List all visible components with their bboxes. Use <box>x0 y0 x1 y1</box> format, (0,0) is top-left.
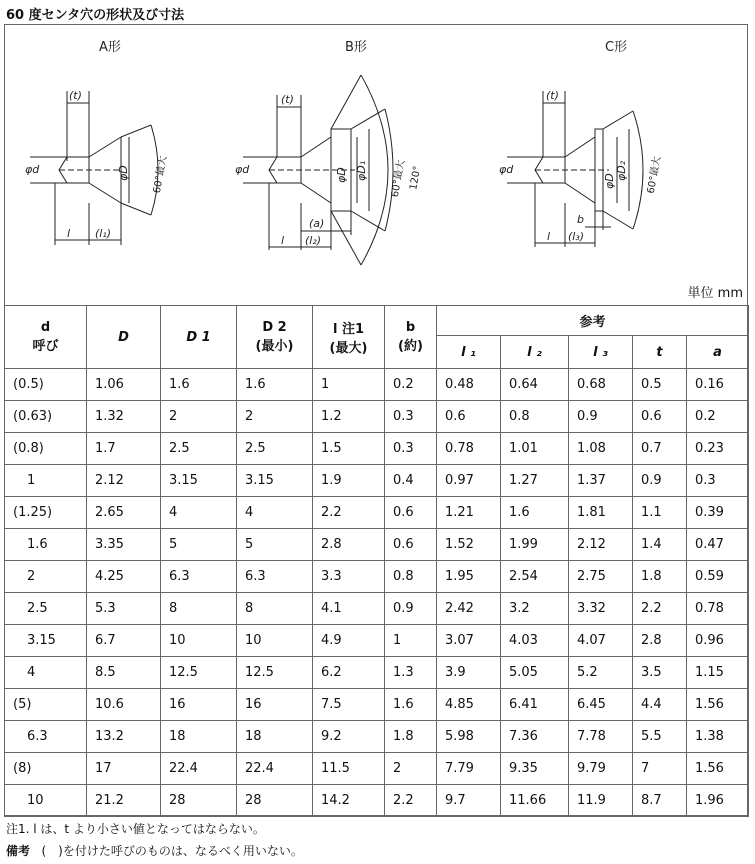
table-row <box>5 721 749 753</box>
cell-b: 2 <box>385 753 437 785</box>
cell-D: 6.7 <box>87 625 161 657</box>
cell-D1: 4 <box>161 497 237 529</box>
cell-l: 1 <box>313 369 385 401</box>
cell-D1: 10 <box>161 625 237 657</box>
cell-D1: 28 <box>161 785 237 817</box>
cell-l3: 3.32 <box>569 593 633 625</box>
cell-b: 0.9 <box>385 593 437 625</box>
spec-table-body <box>5 369 749 817</box>
cell-D1: 2.5 <box>161 433 237 465</box>
cell-l2: 5.05 <box>501 657 569 689</box>
remark-text: ( )を付けた呼びのものは、なるべく用いない。 <box>41 844 303 858</box>
cell-D1: 5 <box>161 529 237 561</box>
cell-D2: 3.15 <box>237 465 313 497</box>
cell-a: 1.56 <box>687 753 749 785</box>
cell-D1: 22.4 <box>161 753 237 785</box>
cell-l1: 0.97 <box>437 465 501 497</box>
cell-l1: 3.07 <box>437 625 501 657</box>
cell-l3: 1.08 <box>569 433 633 465</box>
cell-t: 1.8 <box>633 561 687 593</box>
table-row <box>5 529 749 561</box>
dim-phi-d-label-a: φd <box>25 163 40 176</box>
cell-l3: 7.78 <box>569 721 633 753</box>
center-hole-spec-table <box>4 305 749 817</box>
cell-D2: 4 <box>237 497 313 529</box>
cell-a: 0.39 <box>687 497 749 529</box>
cell-b: 0.3 <box>385 433 437 465</box>
cell-l: 6.2 <box>313 657 385 689</box>
header-D: D <box>87 306 161 369</box>
cell-t: 3.5 <box>633 657 687 689</box>
cell-D: 13.2 <box>87 721 161 753</box>
header-t: t <box>633 336 687 369</box>
cell-l: 7.5 <box>313 689 385 721</box>
cell-l3: 2.75 <box>569 561 633 593</box>
cell-d: 10 <box>5 785 87 817</box>
cell-l2: 6.41 <box>501 689 569 721</box>
dim-phi-D-label-b: φD <box>335 167 348 183</box>
cell-l1: 1.52 <box>437 529 501 561</box>
table-row <box>5 369 749 401</box>
cell-t: 0.7 <box>633 433 687 465</box>
cell-D1: 2 <box>161 401 237 433</box>
cell-t: 8.7 <box>633 785 687 817</box>
dim-l-label-b: l <box>281 234 285 247</box>
table-row <box>5 657 749 689</box>
table-row <box>5 465 749 497</box>
cell-l: 2.8 <box>313 529 385 561</box>
cell-l: 14.2 <box>313 785 385 817</box>
cell-l2: 9.35 <box>501 753 569 785</box>
cell-l3: 2.12 <box>569 529 633 561</box>
header-l <box>313 306 385 369</box>
cell-d: 4 <box>5 657 87 689</box>
cell-l1: 0.48 <box>437 369 501 401</box>
cell-b: 0.4 <box>385 465 437 497</box>
cell-d: (1.25) <box>5 497 87 529</box>
cell-l1: 4.85 <box>437 689 501 721</box>
cell-D1: 12.5 <box>161 657 237 689</box>
cell-b: 0.3 <box>385 401 437 433</box>
dim-phi-d-label-c: φd <box>499 163 514 176</box>
cell-b: 1.3 <box>385 657 437 689</box>
cell-D: 21.2 <box>87 785 161 817</box>
dim-phi-d-label-b: φd <box>235 163 250 176</box>
dim-l1-label-a: (l₁) <box>95 227 112 240</box>
cell-D1: 8 <box>161 593 237 625</box>
header-reference: 参考 <box>437 306 749 336</box>
dim-l-label-c: l <box>547 230 551 243</box>
cell-l2: 1.6 <box>501 497 569 529</box>
form-a-label: A形 <box>99 40 121 55</box>
table-row <box>5 753 749 785</box>
cell-d: (5) <box>5 689 87 721</box>
table-row <box>5 497 749 529</box>
cell-b: 0.6 <box>385 529 437 561</box>
cell-l2: 3.2 <box>501 593 569 625</box>
cell-a: 0.2 <box>687 401 749 433</box>
cell-t: 7 <box>633 753 687 785</box>
cell-D: 4.25 <box>87 561 161 593</box>
remark <box>6 842 303 859</box>
cell-l: 4.9 <box>313 625 385 657</box>
cell-b: 0.6 <box>385 497 437 529</box>
table-row <box>5 561 749 593</box>
cell-b: 1 <box>385 625 437 657</box>
form-c-drawing <box>499 40 663 247</box>
cell-D2: 12.5 <box>237 657 313 689</box>
header-b-label: b <box>405 320 416 335</box>
page-title: 60 度センタ穴の形状及び寸法 <box>6 8 185 23</box>
cell-l: 9.2 <box>313 721 385 753</box>
header-D1: D 1 <box>161 306 237 369</box>
cell-l2: 0.8 <box>501 401 569 433</box>
cell-a: 0.3 <box>687 465 749 497</box>
cell-l2: 7.36 <box>501 721 569 753</box>
angle-60-label-b: 60°最大 <box>389 159 408 199</box>
cell-D2: 28 <box>237 785 313 817</box>
cell-a: 1.96 <box>687 785 749 817</box>
cell-l2: 2.54 <box>501 561 569 593</box>
dim-l2-label-b: (l₂) <box>305 234 322 247</box>
cell-l1: 0.6 <box>437 401 501 433</box>
cell-D2: 6.3 <box>237 561 313 593</box>
dim-phi-D1-label-b: φD₁ <box>355 160 368 181</box>
cell-a: 0.23 <box>687 433 749 465</box>
angle-120-label-b: 120° <box>408 165 424 191</box>
cell-t: 1.1 <box>633 497 687 529</box>
cell-d: 6.3 <box>5 721 87 753</box>
cell-l3: 5.2 <box>569 657 633 689</box>
cell-a: 1.56 <box>687 689 749 721</box>
cell-l1: 3.9 <box>437 657 501 689</box>
cell-D: 2.65 <box>87 497 161 529</box>
dim-t-label-b: (t) <box>281 93 294 106</box>
cell-l1: 1.95 <box>437 561 501 593</box>
table-row <box>5 401 749 433</box>
cell-t: 0.9 <box>633 465 687 497</box>
cell-D1: 6.3 <box>161 561 237 593</box>
cell-D: 1.06 <box>87 369 161 401</box>
dim-phi-D-label-a: φD <box>117 165 130 181</box>
cell-l2: 11.66 <box>501 785 569 817</box>
cell-D1: 16 <box>161 689 237 721</box>
header-D2-sub: (最小) <box>255 339 294 354</box>
form-c-label: C形 <box>605 40 628 55</box>
cell-l2: 1.99 <box>501 529 569 561</box>
cell-D: 17 <box>87 753 161 785</box>
cell-d: (0.8) <box>5 433 87 465</box>
dim-t-label-a: (t) <box>69 89 82 102</box>
cell-l: 11.5 <box>313 753 385 785</box>
cell-D2: 16 <box>237 689 313 721</box>
cell-D2: 2.5 <box>237 433 313 465</box>
dim-t-label-c: (t) <box>546 89 559 102</box>
cell-d: 2 <box>5 561 87 593</box>
note-1: 注1. l は、t より小さい値となってはならない。 <box>6 822 265 836</box>
cell-l: 3.3 <box>313 561 385 593</box>
cell-D: 2.12 <box>87 465 161 497</box>
cell-l1: 2.42 <box>437 593 501 625</box>
dim-b-label-c: b <box>577 213 584 226</box>
cell-D: 3.35 <box>87 529 161 561</box>
cell-d: 1.6 <box>5 529 87 561</box>
header-l3: l ₃ <box>569 336 633 369</box>
cell-l1: 7.79 <box>437 753 501 785</box>
header-b-sub: (約) <box>398 339 423 354</box>
header-d-sub: 呼び <box>32 339 59 354</box>
cell-t: 0.5 <box>633 369 687 401</box>
cell-D: 1.7 <box>87 433 161 465</box>
cell-D2: 2 <box>237 401 313 433</box>
cell-l2: 1.27 <box>501 465 569 497</box>
cell-a: 0.59 <box>687 561 749 593</box>
cell-d: 1 <box>5 465 87 497</box>
cell-l3: 1.81 <box>569 497 633 529</box>
header-b <box>385 306 437 369</box>
cell-t: 2.8 <box>633 625 687 657</box>
dim-phi-D-label-c: φD <box>603 173 616 189</box>
cell-d: 3.15 <box>5 625 87 657</box>
cell-l1: 9.7 <box>437 785 501 817</box>
cell-l1: 1.21 <box>437 497 501 529</box>
cell-l: 1.2 <box>313 401 385 433</box>
header-l-label: l 注1 <box>332 322 365 337</box>
cell-l1: 0.78 <box>437 433 501 465</box>
cell-d: 2.5 <box>5 593 87 625</box>
cell-t: 5.5 <box>633 721 687 753</box>
cell-l: 1.5 <box>313 433 385 465</box>
cell-l: 1.9 <box>313 465 385 497</box>
cell-l: 2.2 <box>313 497 385 529</box>
cell-D2: 18 <box>237 721 313 753</box>
cell-l: 4.1 <box>313 593 385 625</box>
dim-a-label-b: (a) <box>309 217 325 230</box>
cell-D1: 1.6 <box>161 369 237 401</box>
cell-t: 4.4 <box>633 689 687 721</box>
cell-l3: 6.45 <box>569 689 633 721</box>
cell-b: 2.2 <box>385 785 437 817</box>
dim-l-label-a: l <box>67 227 71 240</box>
table-row <box>5 689 749 721</box>
form-a-drawing <box>25 40 169 245</box>
header-d-label: d <box>40 320 51 335</box>
cell-d: (0.63) <box>5 401 87 433</box>
cell-b: 0.2 <box>385 369 437 401</box>
header-d <box>5 306 87 369</box>
table-row <box>5 625 749 657</box>
cell-a: 0.47 <box>687 529 749 561</box>
cell-D2: 22.4 <box>237 753 313 785</box>
cell-a: 1.15 <box>687 657 749 689</box>
cell-l2: 0.64 <box>501 369 569 401</box>
cell-d: (0.5) <box>5 369 87 401</box>
header-D2 <box>237 306 313 369</box>
cell-D2: 5 <box>237 529 313 561</box>
cell-a: 0.78 <box>687 593 749 625</box>
cell-l3: 0.9 <box>569 401 633 433</box>
table-row <box>5 593 749 625</box>
unit-label: 単位 mm <box>687 286 743 301</box>
form-b-drawing <box>235 40 423 265</box>
center-hole-figure <box>5 25 747 305</box>
cell-l1: 5.98 <box>437 721 501 753</box>
cell-b: 1.6 <box>385 689 437 721</box>
cell-l2: 1.01 <box>501 433 569 465</box>
cell-l3: 1.37 <box>569 465 633 497</box>
cell-D1: 18 <box>161 721 237 753</box>
remark-label: 備考 <box>6 844 31 858</box>
cell-a: 1.38 <box>687 721 749 753</box>
cell-b: 1.8 <box>385 721 437 753</box>
cell-D: 10.6 <box>87 689 161 721</box>
cell-d: (8) <box>5 753 87 785</box>
cell-D: 1.32 <box>87 401 161 433</box>
cell-D2: 1.6 <box>237 369 313 401</box>
cell-t: 2.2 <box>633 593 687 625</box>
dim-l3-label-c: (l₃) <box>568 230 585 243</box>
form-b-label: B形 <box>345 40 367 55</box>
cell-a: 0.16 <box>687 369 749 401</box>
header-a: a <box>687 336 749 369</box>
header-l1: l ₁ <box>437 336 501 369</box>
cell-l3: 0.68 <box>569 369 633 401</box>
table-row <box>5 785 749 817</box>
angle-60-label-a: 60°最大 <box>151 155 170 195</box>
cell-l3: 4.07 <box>569 625 633 657</box>
cell-D: 8.5 <box>87 657 161 689</box>
cell-t: 0.6 <box>633 401 687 433</box>
header-l-sub: (最大) <box>329 341 368 356</box>
cell-b: 0.8 <box>385 561 437 593</box>
cell-D: 5.3 <box>87 593 161 625</box>
cell-D2: 10 <box>237 625 313 657</box>
cell-l3: 9.79 <box>569 753 633 785</box>
cell-t: 1.4 <box>633 529 687 561</box>
dim-phi-D2-label-c: φD₂ <box>615 160 628 181</box>
cell-l2: 4.03 <box>501 625 569 657</box>
cell-l3: 11.9 <box>569 785 633 817</box>
header-D2-label: D 2 <box>262 320 287 335</box>
header-l2: l ₂ <box>501 336 569 369</box>
cell-a: 0.96 <box>687 625 749 657</box>
cell-D1: 3.15 <box>161 465 237 497</box>
angle-60-label-c: 60°最大 <box>645 155 664 195</box>
cell-D2: 8 <box>237 593 313 625</box>
table-row <box>5 433 749 465</box>
